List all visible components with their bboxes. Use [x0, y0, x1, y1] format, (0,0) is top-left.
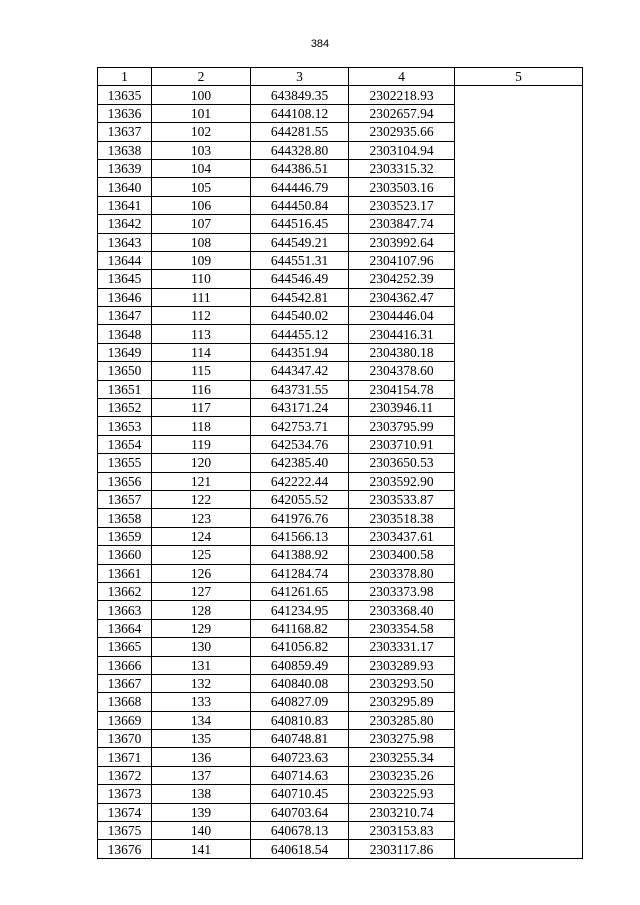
cell-x-coordinate: 640710.45	[251, 785, 349, 803]
cell-id: 13649	[98, 343, 152, 361]
cell-x-coordinate: 642055.52	[251, 490, 349, 508]
cell-y-coordinate: 2303293.50	[349, 674, 455, 692]
cell-x-coordinate: 644108.12	[251, 104, 349, 122]
cell-x-coordinate: 643849.35	[251, 86, 349, 104]
cell-point-number: 116	[152, 380, 251, 398]
cell-y-coordinate: 2303153.83	[349, 822, 455, 840]
cell-y-coordinate: 2304252.39	[349, 270, 455, 288]
cell-point-number: 140	[152, 822, 251, 840]
cell-x-coordinate: 644542.81	[251, 288, 349, 306]
cell-point-number: 135	[152, 730, 251, 748]
cell-y-coordinate: 2303117.86	[349, 840, 455, 858]
cell-point-number: 136	[152, 748, 251, 766]
cell-point-number: 128	[152, 601, 251, 619]
cell-id: 13655	[98, 454, 152, 472]
cell-y-coordinate: 2303503.16	[349, 178, 455, 196]
cell-x-coordinate: 640618.54	[251, 840, 349, 858]
cell-y-coordinate: 2304154.78	[349, 380, 455, 398]
cell-id: 13659	[98, 527, 152, 545]
cell-y-coordinate: 2303354.58	[349, 619, 455, 637]
cell-x-coordinate: 640748.81	[251, 730, 349, 748]
cell-x-coordinate: 644450.84	[251, 196, 349, 214]
cell-id: 13653	[98, 417, 152, 435]
cell-id: 13666	[98, 656, 152, 674]
page-number: 384	[310, 38, 330, 50]
cell-x-coordinate: 644546.49	[251, 270, 349, 288]
column-header-4: 4	[349, 68, 455, 86]
cell-x-coordinate: 640840.08	[251, 674, 349, 692]
cell-id: 13657	[98, 490, 152, 508]
cell-x-coordinate: 644549.21	[251, 233, 349, 251]
cell-y-coordinate: 2302935.66	[349, 123, 455, 141]
cell-point-number: 129	[152, 619, 251, 637]
cell-point-number: 121	[152, 472, 251, 490]
cell-y-coordinate: 2303104.94	[349, 141, 455, 159]
column-header-1: 1	[98, 68, 152, 86]
cell-x-coordinate: 642534.76	[251, 435, 349, 453]
cell-id: 13664	[98, 619, 152, 637]
cell-point-number: 100	[152, 86, 251, 104]
cell-point-number: 141	[152, 840, 251, 858]
cell-x-coordinate: 642222.44	[251, 472, 349, 490]
cell-id: 13670	[98, 730, 152, 748]
cell-id: 13675	[98, 822, 152, 840]
cell-x-coordinate: 644281.55	[251, 123, 349, 141]
cell-x-coordinate: 644516.45	[251, 215, 349, 233]
cell-y-coordinate: 2303847.74	[349, 215, 455, 233]
cell-id: 13668	[98, 693, 152, 711]
cell-point-number: 125	[152, 546, 251, 564]
cell-point-number: 105	[152, 178, 251, 196]
header-row	[98, 68, 583, 86]
column-header-3: 3	[251, 68, 349, 86]
cell-point-number: 138	[152, 785, 251, 803]
cell-id: 13674	[98, 803, 152, 821]
cell-id: 13640	[98, 178, 152, 196]
cell-x-coordinate: 644455.12	[251, 325, 349, 343]
cell-id: 13645	[98, 270, 152, 288]
cell-point-number: 110	[152, 270, 251, 288]
cell-y-coordinate: 2303285.80	[349, 711, 455, 729]
cell-point-number: 117	[152, 399, 251, 417]
cell-point-number: 113	[152, 325, 251, 343]
cell-x-coordinate: 643171.24	[251, 399, 349, 417]
cell-y-coordinate: 2304416.31	[349, 325, 455, 343]
cell-y-coordinate: 2303523.17	[349, 196, 455, 214]
cell-x-coordinate: 641168.82	[251, 619, 349, 637]
cell-y-coordinate: 2302218.93	[349, 86, 455, 104]
cell-x-coordinate: 640723.63	[251, 748, 349, 766]
cell-x-coordinate: 644446.79	[251, 178, 349, 196]
cell-x-coordinate: 641056.82	[251, 638, 349, 656]
cell-y-coordinate: 2303368.40	[349, 601, 455, 619]
cell-id: 13635	[98, 86, 152, 104]
cell-y-coordinate: 2303255.34	[349, 748, 455, 766]
column-header-5: 5	[455, 68, 583, 86]
cell-y-coordinate: 2303710.91	[349, 435, 455, 453]
cell-y-coordinate: 2303518.38	[349, 509, 455, 527]
cell-x-coordinate: 640703.64	[251, 803, 349, 821]
cell-point-number: 103	[152, 141, 251, 159]
cell-x-coordinate: 644551.31	[251, 251, 349, 269]
cell-point-number: 132	[152, 674, 251, 692]
cell-id: 13672	[98, 766, 152, 784]
cell-x-coordinate: 641388.92	[251, 546, 349, 564]
cell-point-number: 127	[152, 582, 251, 600]
cell-y-coordinate: 2303275.98	[349, 730, 455, 748]
cell-id: 13658	[98, 509, 152, 527]
cell-id: 13676	[98, 840, 152, 858]
cell-x-coordinate: 642385.40	[251, 454, 349, 472]
cell-id: 13644	[98, 251, 152, 269]
table-body	[98, 86, 583, 858]
cell-x-coordinate: 640678.13	[251, 822, 349, 840]
cell-y-coordinate: 2303315.32	[349, 159, 455, 177]
cell-x-coordinate: 644540.02	[251, 307, 349, 325]
cell-id: 13642	[98, 215, 152, 233]
cell-y-coordinate: 2304446.04	[349, 307, 455, 325]
cell-x-coordinate: 644386.51	[251, 159, 349, 177]
cell-point-number: 120	[152, 454, 251, 472]
cell-y-coordinate: 2303795.99	[349, 417, 455, 435]
cell-x-coordinate: 641566.13	[251, 527, 349, 545]
cell-point-number: 134	[152, 711, 251, 729]
cell-y-coordinate: 2303992.64	[349, 233, 455, 251]
cell-point-number: 137	[152, 766, 251, 784]
cell-y-coordinate: 2303592.90	[349, 472, 455, 490]
cell-id: 13643	[98, 233, 152, 251]
cell-point-number: 122	[152, 490, 251, 508]
cell-point-number: 124	[152, 527, 251, 545]
cell-y-coordinate: 2303650.53	[349, 454, 455, 472]
column-header-2: 2	[152, 68, 251, 86]
cell-point-number: 111	[152, 288, 251, 306]
cell-x-coordinate: 641284.74	[251, 564, 349, 582]
cell-point-number: 101	[152, 104, 251, 122]
cell-id: 13663	[98, 601, 152, 619]
cell-y-coordinate: 2303373.98	[349, 582, 455, 600]
coordinates-table	[97, 67, 583, 859]
cell-x-coordinate: 641261.65	[251, 582, 349, 600]
cell-id: 13660	[98, 546, 152, 564]
cell-y-coordinate: 2303289.93	[349, 656, 455, 674]
cell-point-number: 131	[152, 656, 251, 674]
cell-point-number: 123	[152, 509, 251, 527]
cell-id: 13669	[98, 711, 152, 729]
cell-id: 13646	[98, 288, 152, 306]
cell-y-coordinate: 2303295.89	[349, 693, 455, 711]
cell-point-number: 108	[152, 233, 251, 251]
cell-x-coordinate: 644347.42	[251, 362, 349, 380]
cell-id: 13673	[98, 785, 152, 803]
cell-id: 13667	[98, 674, 152, 692]
cell-column-5	[455, 86, 583, 858]
cell-point-number: 104	[152, 159, 251, 177]
cell-y-coordinate: 2303400.58	[349, 546, 455, 564]
cell-point-number: 130	[152, 638, 251, 656]
cell-id: 13639	[98, 159, 152, 177]
cell-y-coordinate: 2303378.80	[349, 564, 455, 582]
cell-id: 13641	[98, 196, 152, 214]
cell-y-coordinate: 2304378.60	[349, 362, 455, 380]
cell-id: 13662	[98, 582, 152, 600]
cell-id: 13671	[98, 748, 152, 766]
cell-y-coordinate: 2303533.87	[349, 490, 455, 508]
cell-id: 13656	[98, 472, 152, 490]
cell-id: 13652	[98, 399, 152, 417]
cell-point-number: 112	[152, 307, 251, 325]
cell-id: 13665	[98, 638, 152, 656]
cell-x-coordinate: 643731.55	[251, 380, 349, 398]
cell-point-number: 118	[152, 417, 251, 435]
cell-x-coordinate: 642753.71	[251, 417, 349, 435]
cell-point-number: 109	[152, 251, 251, 269]
cell-point-number: 119	[152, 435, 251, 453]
cell-x-coordinate: 640827.09	[251, 693, 349, 711]
cell-id: 13651	[98, 380, 152, 398]
cell-y-coordinate: 2304362.47	[349, 288, 455, 306]
cell-id: 13647	[98, 307, 152, 325]
cell-y-coordinate: 2303331.17	[349, 638, 455, 656]
cell-y-coordinate: 2303946.11	[349, 399, 455, 417]
cell-x-coordinate: 644351.94	[251, 343, 349, 361]
cell-point-number: 115	[152, 362, 251, 380]
cell-point-number: 102	[152, 123, 251, 141]
cell-id: 13654	[98, 435, 152, 453]
cell-id: 13637	[98, 123, 152, 141]
cell-y-coordinate: 2303210.74	[349, 803, 455, 821]
cell-id: 13636	[98, 104, 152, 122]
cell-point-number: 133	[152, 693, 251, 711]
cell-y-coordinate: 2302657.94	[349, 104, 455, 122]
cell-id: 13648	[98, 325, 152, 343]
cell-point-number: 107	[152, 215, 251, 233]
cell-id: 13650	[98, 362, 152, 380]
cell-point-number: 114	[152, 343, 251, 361]
table-row	[98, 86, 583, 104]
cell-x-coordinate: 640714.63	[251, 766, 349, 784]
cell-id: 13661	[98, 564, 152, 582]
cell-y-coordinate: 2304380.18	[349, 343, 455, 361]
cell-y-coordinate: 2303235.26	[349, 766, 455, 784]
cell-x-coordinate: 640859.49	[251, 656, 349, 674]
cell-id: 13638	[98, 141, 152, 159]
cell-x-coordinate: 641234.95	[251, 601, 349, 619]
cell-y-coordinate: 2303225.93	[349, 785, 455, 803]
cell-point-number: 126	[152, 564, 251, 582]
cell-x-coordinate: 641976.76	[251, 509, 349, 527]
cell-point-number: 139	[152, 803, 251, 821]
cell-point-number: 106	[152, 196, 251, 214]
cell-x-coordinate: 644328.80	[251, 141, 349, 159]
cell-y-coordinate: 2303437.61	[349, 527, 455, 545]
cell-y-coordinate: 2304107.96	[349, 251, 455, 269]
cell-x-coordinate: 640810.83	[251, 711, 349, 729]
